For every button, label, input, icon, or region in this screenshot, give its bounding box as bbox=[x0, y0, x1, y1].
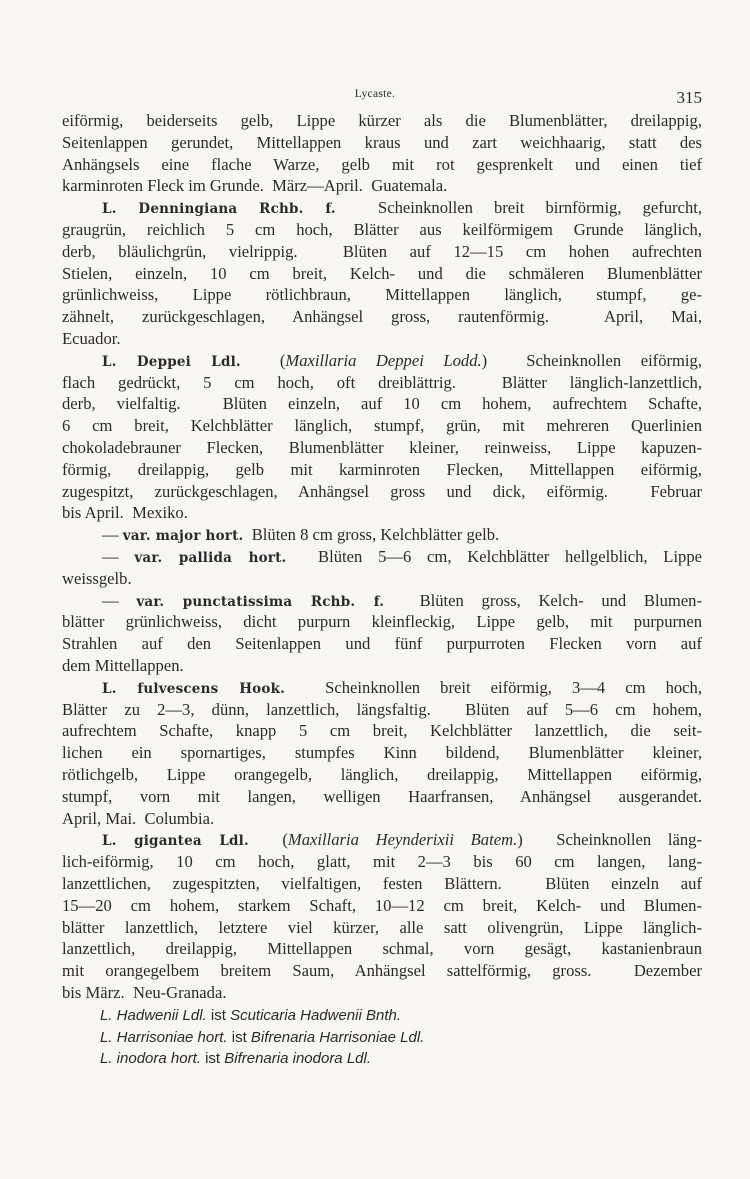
text-segment: zähnelt, zurückgeschlagen, Anhängsel gross, rautenförmig. April, Mai, bbox=[62, 307, 702, 327]
text-line bbox=[62, 176, 702, 196]
text-segment: ist bbox=[227, 1028, 251, 1046]
page-number: 315 bbox=[676, 88, 702, 107]
text-segment: lichen ein spornartiges, stumpfes Kinn bildend, Blumenblätter kleiner, bbox=[62, 743, 702, 763]
text-segment: ist bbox=[200, 1050, 225, 1068]
text-segment: dem Mittellappen. bbox=[62, 656, 184, 675]
text-line bbox=[62, 198, 702, 219]
text-line bbox=[62, 264, 702, 284]
species-name: L. Denningiana Rchb. f. bbox=[102, 201, 336, 218]
species-name: L. gigantea Ldl. bbox=[102, 833, 249, 850]
italic-text: Maxillaria Heynderixii Batem. bbox=[287, 830, 518, 850]
text-line bbox=[62, 1048, 702, 1069]
text-line bbox=[62, 743, 702, 763]
text-segment: Blätter zu 2—3, dünn, lanzettlich, längsfaltig. Blüten auf 5—6 cm hohem, bbox=[62, 699, 702, 719]
text-line bbox=[62, 809, 702, 829]
text-line bbox=[62, 482, 702, 502]
text-line bbox=[62, 1027, 702, 1048]
text-segment: flach gedrückt, 5 cm hoch, oft dreiblättrig. Blätter länglich-lanzettlich, bbox=[62, 372, 702, 392]
text-line bbox=[62, 852, 702, 872]
text-line bbox=[62, 787, 702, 807]
text-line bbox=[62, 416, 702, 436]
text-segment: ) Scheinknollen läng- bbox=[517, 830, 702, 850]
running-head: Lycaste. bbox=[354, 88, 396, 100]
text-segment: Seitenlappen gerundet, Mittellappen kraus und zart weichhaarig, statt des bbox=[62, 132, 702, 152]
text-line bbox=[62, 612, 702, 632]
italic-text: Bifrenaria Harrisoniae Ldl. bbox=[250, 1028, 425, 1046]
species-name: L. fulvescens Hook. bbox=[102, 680, 286, 697]
text-line bbox=[62, 460, 702, 480]
italic-text: Bifrenaria inodora Ldl. bbox=[224, 1050, 372, 1068]
text-line bbox=[62, 874, 702, 894]
text-line bbox=[62, 220, 702, 240]
text-line bbox=[62, 133, 702, 153]
text-segment: ) Scheinknollen eiförmig, bbox=[481, 350, 702, 370]
text-line bbox=[62, 242, 702, 262]
text-line bbox=[62, 656, 702, 676]
italic-text: L. Hadwenii Ldl. bbox=[100, 1006, 207, 1024]
text-line bbox=[62, 155, 702, 175]
text-segment: blätter lanzettlich, letztere viel kürzer, alle satt olivengrün, Lippe länglich- bbox=[62, 917, 702, 937]
text-line bbox=[62, 983, 702, 1003]
text-segment: Scheinknollen breit birnförmig, gefurcht, bbox=[335, 198, 702, 218]
text-line bbox=[62, 373, 702, 393]
text-segment: — bbox=[102, 590, 137, 610]
text-segment: Stielen, einzeln, 10 cm breit, Kelch- und die schmäleren Blumenblätter bbox=[62, 263, 702, 283]
text-line bbox=[62, 547, 702, 568]
text-segment: 6 cm breit, Kelchblätter länglich, stumpf, grün, mit mehreren Querlinien bbox=[62, 416, 702, 436]
text-segment: mit orangegelbem breitem Saum, Anhängsel sattelförmig, gross. Dezember bbox=[62, 961, 702, 981]
text-segment: ist bbox=[206, 1006, 231, 1024]
text-segment: Blüten 8 cm gross, Kelchblätter gelb. bbox=[243, 525, 500, 545]
text-segment: blätter grünlichweiss, dicht purpurn kleinfleckig, Lippe gelb, mit purpurnen bbox=[62, 612, 702, 632]
text-line bbox=[62, 961, 702, 981]
text-segment: April, Mai. Columbia. bbox=[62, 808, 215, 828]
text-segment: chokoladebrauner Flecken, Blumenblätter kleiner, reinweiss, Lippe kapuzen- bbox=[62, 438, 702, 457]
text-line bbox=[62, 678, 702, 699]
text-segment: bis April. Mexiko. bbox=[62, 503, 188, 523]
text-line bbox=[62, 896, 702, 916]
text-line bbox=[62, 525, 702, 546]
text-segment: — bbox=[102, 547, 135, 566]
text-segment: Anhängsels eine flache Warze, gelb mit rot gesprenkelt und einen tief bbox=[62, 154, 702, 174]
text-line bbox=[62, 765, 702, 785]
species-name: var. major hort. bbox=[122, 528, 244, 545]
text-line bbox=[62, 634, 702, 654]
text-line bbox=[62, 569, 702, 589]
text-segment: ( bbox=[248, 830, 288, 850]
text-segment: Blüten gross, Kelch- und Blumen- bbox=[384, 590, 703, 610]
text-segment: Ecuador. bbox=[62, 329, 121, 348]
text-line bbox=[62, 721, 702, 741]
text-segment: graugrün, reichlich 5 cm hoch, Blätter aus keilförmigem Grunde länglich, bbox=[62, 220, 702, 239]
text-line bbox=[62, 830, 702, 851]
italic-text: Maxillaria Deppei Lodd. bbox=[285, 350, 482, 370]
text-line bbox=[62, 351, 702, 372]
text-line bbox=[62, 591, 702, 612]
text-segment: lich-eiförmig, 10 cm hoch, glatt, mit 2—3 bis 60 cm langen, lang- bbox=[62, 852, 702, 872]
text-segment: derb, vielfaltig. Blüten einzeln, auf 10 cm hohem, aufrechtem Schafte, bbox=[62, 394, 702, 414]
text-segment: ( bbox=[240, 350, 286, 370]
text-segment: förmig, dreilappig, gelb mit karminroten Flecken, Mittellappen eiförmig, bbox=[62, 459, 702, 479]
text-segment: — bbox=[102, 525, 123, 545]
text-segment: lanzettlich, dreilappig, Mittellappen schmal, vorn gesägt, kastanienbraun bbox=[62, 939, 702, 959]
species-name: var. pallida hort. bbox=[134, 550, 287, 566]
text-line bbox=[62, 700, 702, 720]
text-segment: derb, bläulichgrün, vielrippig. Blüten auf 12—15 cm hohen aufrechten bbox=[62, 241, 702, 261]
text-segment: aufrechtem Schafte, knapp 5 cm breit, Kelchblätter lanzettlich, die seit- bbox=[62, 721, 702, 741]
text-line bbox=[62, 329, 702, 349]
species-name: L. Deppei Ldl. bbox=[102, 353, 241, 370]
text-segment: Scheinknollen breit eiförmig, 3—4 cm hoch, bbox=[285, 677, 702, 697]
italic-text: L. inodora hort. bbox=[100, 1050, 201, 1068]
text-segment: eiförmig, beiderseits gelb, Lippe kürzer als die Blumenblätter, dreilappig, bbox=[62, 111, 702, 130]
text-line bbox=[62, 307, 702, 327]
italic-text: Scuticaria Hadwenii Bnth. bbox=[230, 1006, 401, 1024]
text-segment: karminroten Fleck im Grunde. März—April. Guatemala. bbox=[62, 176, 448, 196]
text-line bbox=[62, 285, 702, 305]
species-name: var. punctatissima Rchb. f. bbox=[136, 593, 385, 610]
text-segment: lanzettlichen, zugespitzten, vielfaltigen, festen Blättern. Blüten einzeln auf bbox=[62, 874, 702, 893]
text-segment: stumpf, vorn mit langen, welligen Haarfransen, Anhängsel ausgerandet. bbox=[62, 786, 702, 806]
text-line bbox=[62, 1005, 702, 1026]
text-segment: bis März. Neu-Granada. bbox=[62, 983, 227, 1002]
text-line bbox=[62, 111, 702, 131]
text-line bbox=[62, 438, 702, 458]
text-segment: Strahlen auf den Seitenlappen und fünf purpurroten Flecken vorn auf bbox=[62, 634, 702, 654]
text-segment: zugespitzt, zurückgeschlagen, Anhängsel gross und dick, eiförmig. Februar bbox=[62, 481, 702, 501]
text-segment: Blüten 5—6 cm, Kelchblätter hellgelblich, Lippe bbox=[286, 547, 703, 566]
text-segment: weissgelb. bbox=[62, 568, 132, 588]
text-line bbox=[62, 939, 702, 959]
text-segment: rötlichgelb, Lippe orangegelb, länglich, dreilappig, Mittellappen eiförmig, bbox=[62, 765, 702, 784]
text-segment: grünlichweiss, Lippe rötlichbraun, Mittellappen länglich, stumpf, ge- bbox=[62, 285, 702, 305]
text-line bbox=[62, 394, 702, 414]
italic-text: L. Harrisoniae hort. bbox=[100, 1028, 228, 1046]
text-segment: 15—20 cm hohem, starkem Schaft, 10—12 cm breit, Kelch- und Blumen- bbox=[62, 895, 702, 915]
text-line bbox=[62, 918, 702, 938]
text-line bbox=[62, 503, 702, 523]
